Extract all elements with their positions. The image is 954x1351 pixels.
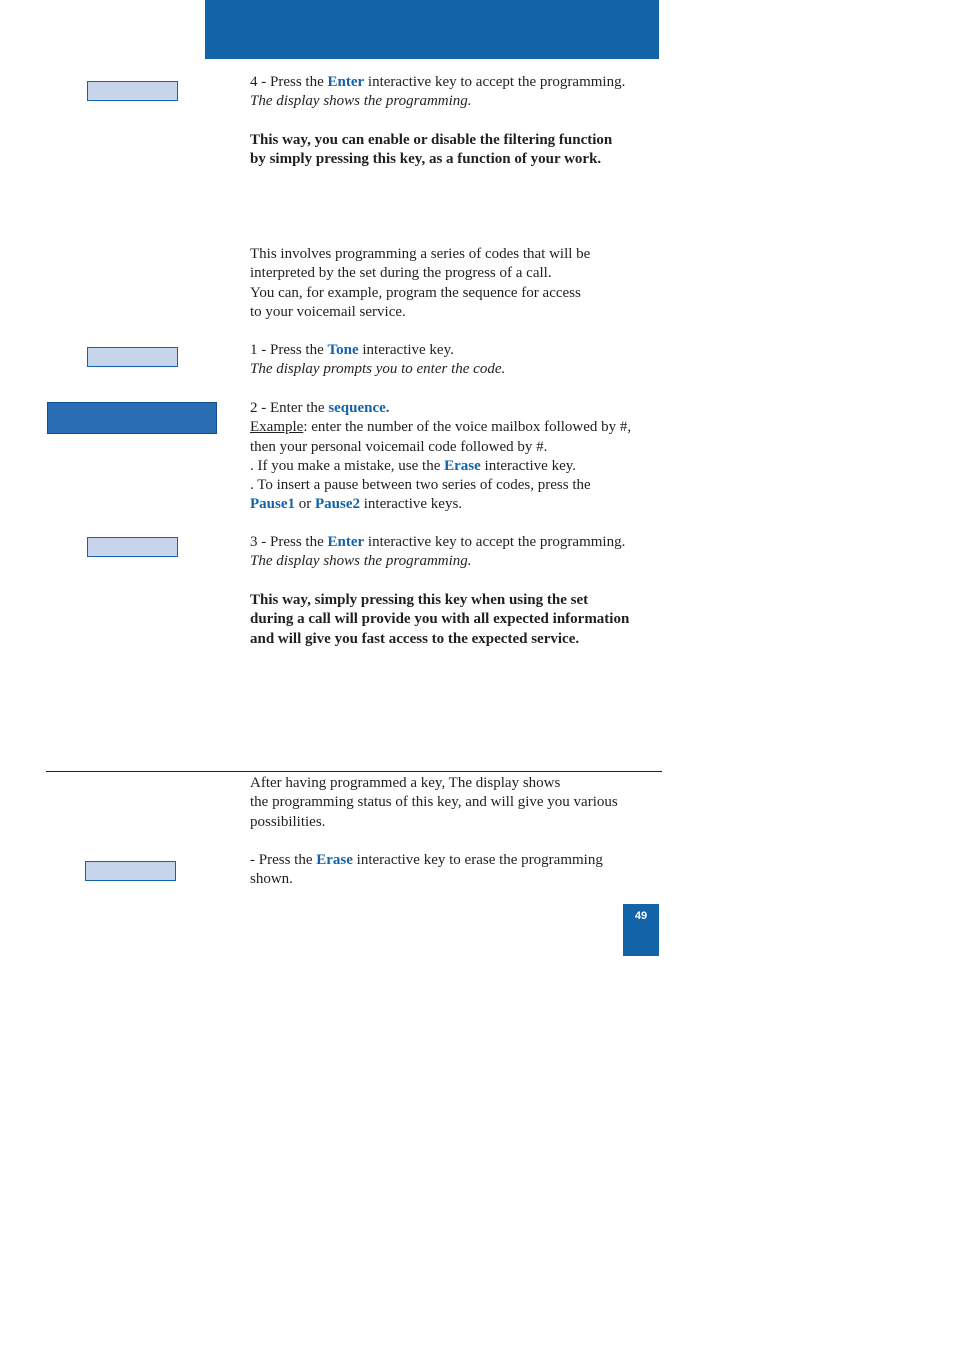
summary-line: during a call will provide you with all expected information [250, 611, 630, 628]
enter-keyword: Enter [327, 534, 365, 550]
pause2-keyword: Pause2 [315, 496, 360, 513]
pause-text: . To insert a pause between two series of codes, press the [250, 477, 591, 494]
section2-intro [250, 245, 670, 322]
section1-summary [250, 131, 670, 170]
sequence-keyword: sequence. [328, 400, 390, 416]
example-text: then your personal voicemail code followed by #. [250, 438, 548, 455]
tone-key-display [87, 347, 178, 367]
enter-key-display [87, 537, 178, 557]
step-text: 1 - Press the [250, 342, 328, 358]
section3-erase [250, 851, 670, 890]
section1-step4 [250, 73, 670, 112]
erase-keyword: Erase [444, 457, 481, 474]
display-note: The display shows the programming. [250, 93, 472, 110]
intro-line: the programming status of this key, and will give you various [250, 794, 618, 811]
step-text: interactive key to accept the programming. [364, 534, 626, 550]
display-note: The display shows the programming. [250, 553, 472, 570]
mistake-text: . If you make a mistake, use the [250, 457, 445, 474]
display-note: The display prompts you to enter the code. [250, 361, 506, 378]
enter-key-display [87, 81, 178, 101]
page-number: 49 [634, 910, 648, 922]
erase-keyword: Erase [316, 852, 353, 868]
section-divider [46, 771, 662, 772]
section2-step2 [250, 399, 670, 515]
page-number-tab [623, 904, 659, 956]
header-band [205, 0, 659, 59]
summary-line: by simply pressing this key, as a function of your work. [250, 151, 602, 168]
intro-line: You can, for example, program the sequence for access [250, 284, 581, 301]
step-text: interactive key to accept the programming. [364, 74, 626, 90]
pause1-keyword: Pause1 [250, 496, 295, 513]
tone-keyword: Tone [327, 342, 359, 358]
intro-line: interpreted by the set during the progress of a call. [250, 265, 552, 282]
summary-line: and will give you fast access to the expected service. [250, 630, 580, 647]
summary-line: This way, you can enable or disable the filtering function [250, 132, 613, 148]
pause-text: interactive keys. [360, 496, 463, 513]
intro-line: This involves programming a series of codes that will be [250, 246, 591, 262]
section3-intro [250, 774, 670, 832]
step-text: 2 - Enter the [250, 400, 329, 416]
sequence-entry-display [47, 402, 217, 434]
pause-text: or [295, 496, 315, 513]
intro-line: to your voicemail service. [250, 303, 406, 320]
mistake-text: interactive key. [480, 457, 577, 474]
step-text: 3 - Press the [250, 534, 328, 550]
step-text: 4 - Press the [250, 74, 328, 90]
erase-key-display [85, 861, 176, 881]
enter-keyword: Enter [327, 74, 365, 90]
section2-step1 [250, 341, 670, 380]
intro-line: After having programmed a key, The display shows [250, 775, 561, 791]
step-text: interactive key to erase the programming [352, 852, 603, 868]
step-text: - Press the [250, 852, 317, 868]
step-text: shown. [250, 871, 293, 888]
step-text: interactive key. [358, 342, 454, 358]
summary-line: This way, simply pressing this key when using the set [250, 592, 589, 608]
example-text: : enter the number of the voice mailbox followed by #, [303, 419, 632, 436]
section2-step3 [250, 533, 670, 572]
section2-summary [250, 591, 670, 649]
example-label: Example [250, 419, 304, 436]
intro-line: possibilities. [250, 813, 326, 830]
